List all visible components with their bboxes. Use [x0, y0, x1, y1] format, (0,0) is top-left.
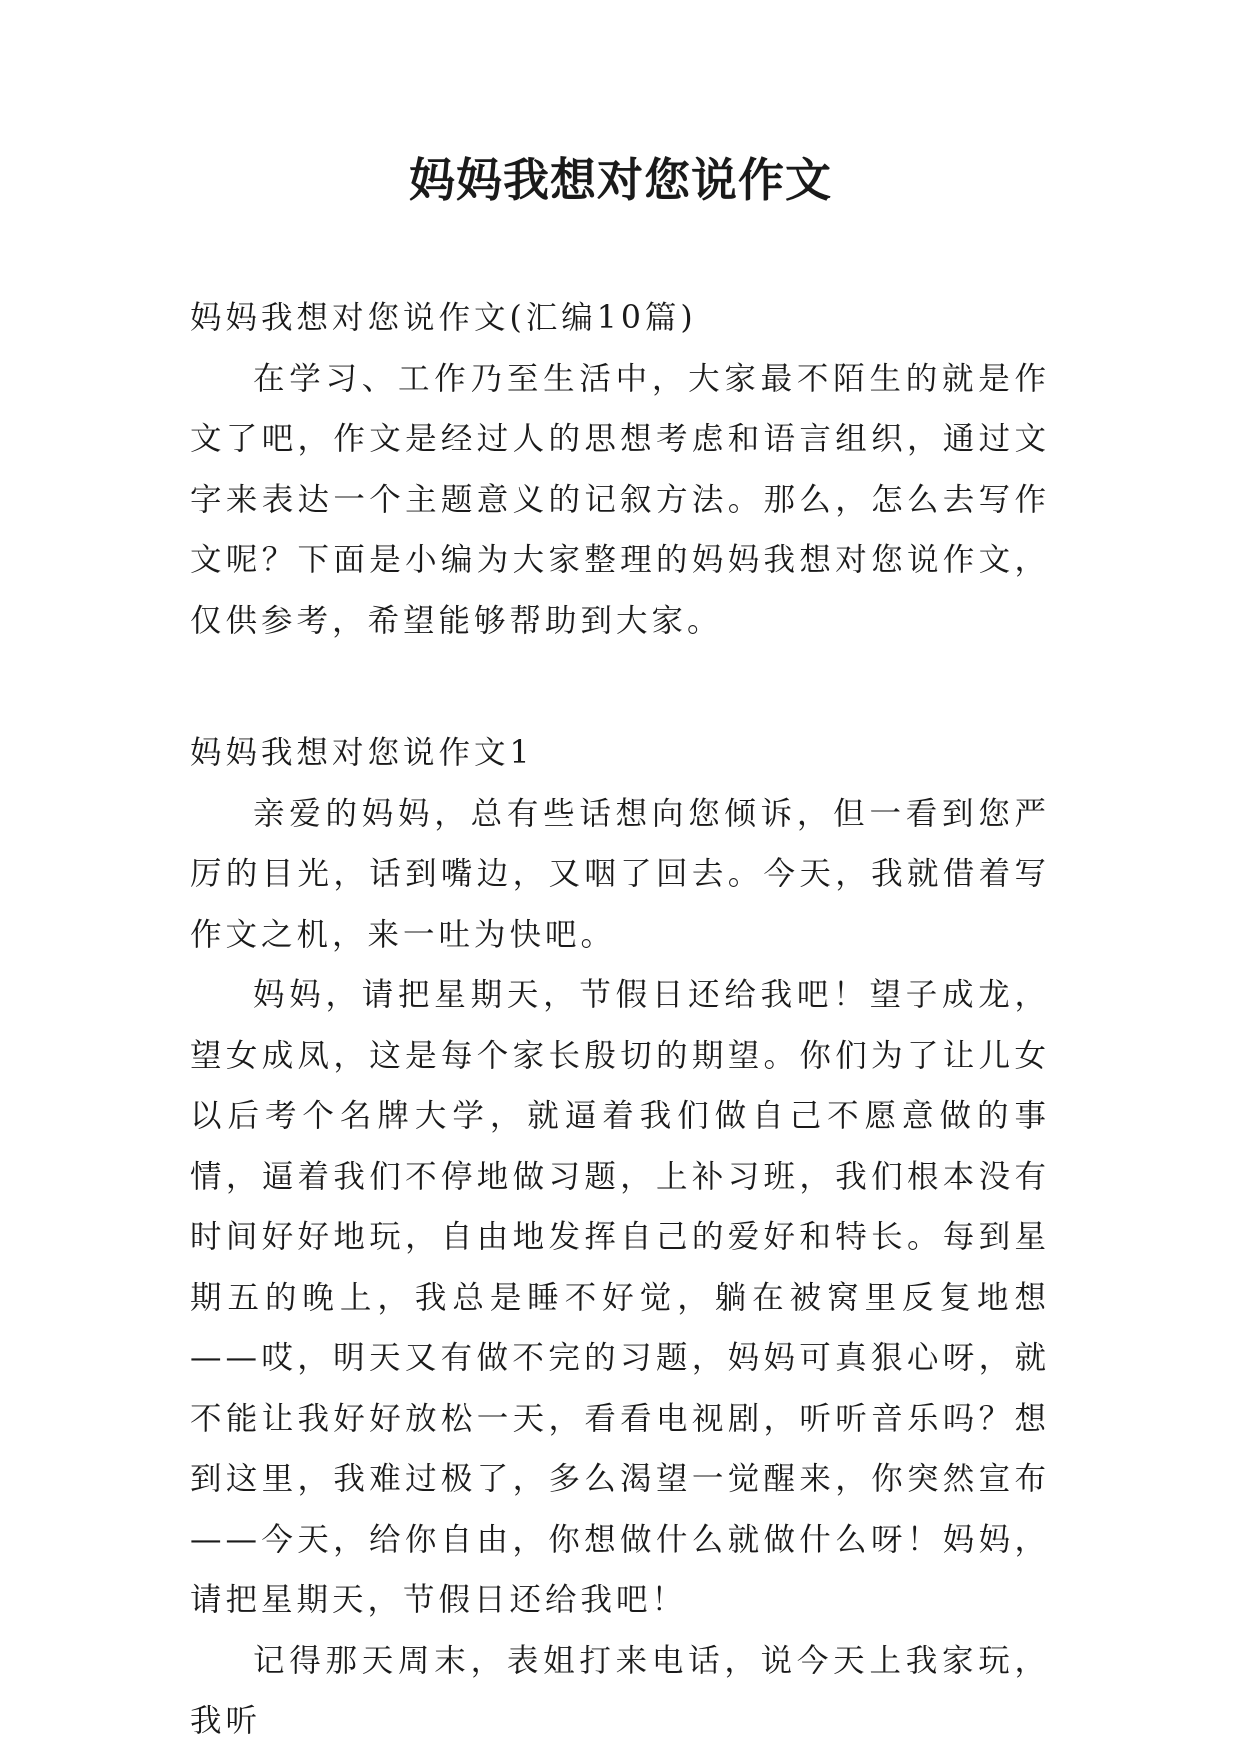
essay-paragraph: 妈妈，请把星期天，节假日还给我吧！望子成龙，望女成凤，这是每个家长殷切的期望。你们为了让儿女以后考个名牌大学，就逼着我们做自己不愿意做的事情，逼着我们不停地做习题，上补习班，我们根本没有时间好好地玩，自由地发挥自己的爱好和特长。每到星期五的晚上，我总是睡不好觉，躺在被窝里反复地想——哎，明天又有做不完的习题，妈妈可真狠心呀，就不能让我好好放松一天，看看电视剧，听听音乐吗？想到这里，我难过极了，多么渴望一觉醒来，你突然宣布——今天，给你自由，你想做什么就做什么呀！妈妈，请把星期天，节假日还给我吧！ — [190, 977, 1050, 1618]
essay-paragraph: 记得那天周末，表姐打来电话，说今天上我家玩，我听 — [190, 1642, 1050, 1739]
collection-heading: 妈妈我想对您说作文(汇编10篇) — [190, 300, 697, 336]
essay-paragraph: 亲爱的妈妈，总有些话想向您倾诉，但一看到您严厉的目光，话到嘴边，又咽了回去。今天，我就借着写作文之机，来一吐为快吧。 — [190, 795, 1050, 953]
essay-heading: 妈妈我想对您说作文1 — [190, 735, 534, 771]
document-title: 妈妈我想对您说作文 — [409, 153, 832, 207]
document-body — [190, 288, 1050, 1752]
intro-paragraph: 在学习、工作乃至生活中，大家最不陌生的就是作文了吧，作文是经过人的思想考虑和语言组织，通过文字来表达一个主题意义的记叙方法。那么，怎么去写作文呢？下面是小编为大家整理的妈妈我想对您说作文，仅供参考，希望能够帮助到大家。 — [190, 360, 1050, 639]
section-gap — [190, 651, 1050, 723]
